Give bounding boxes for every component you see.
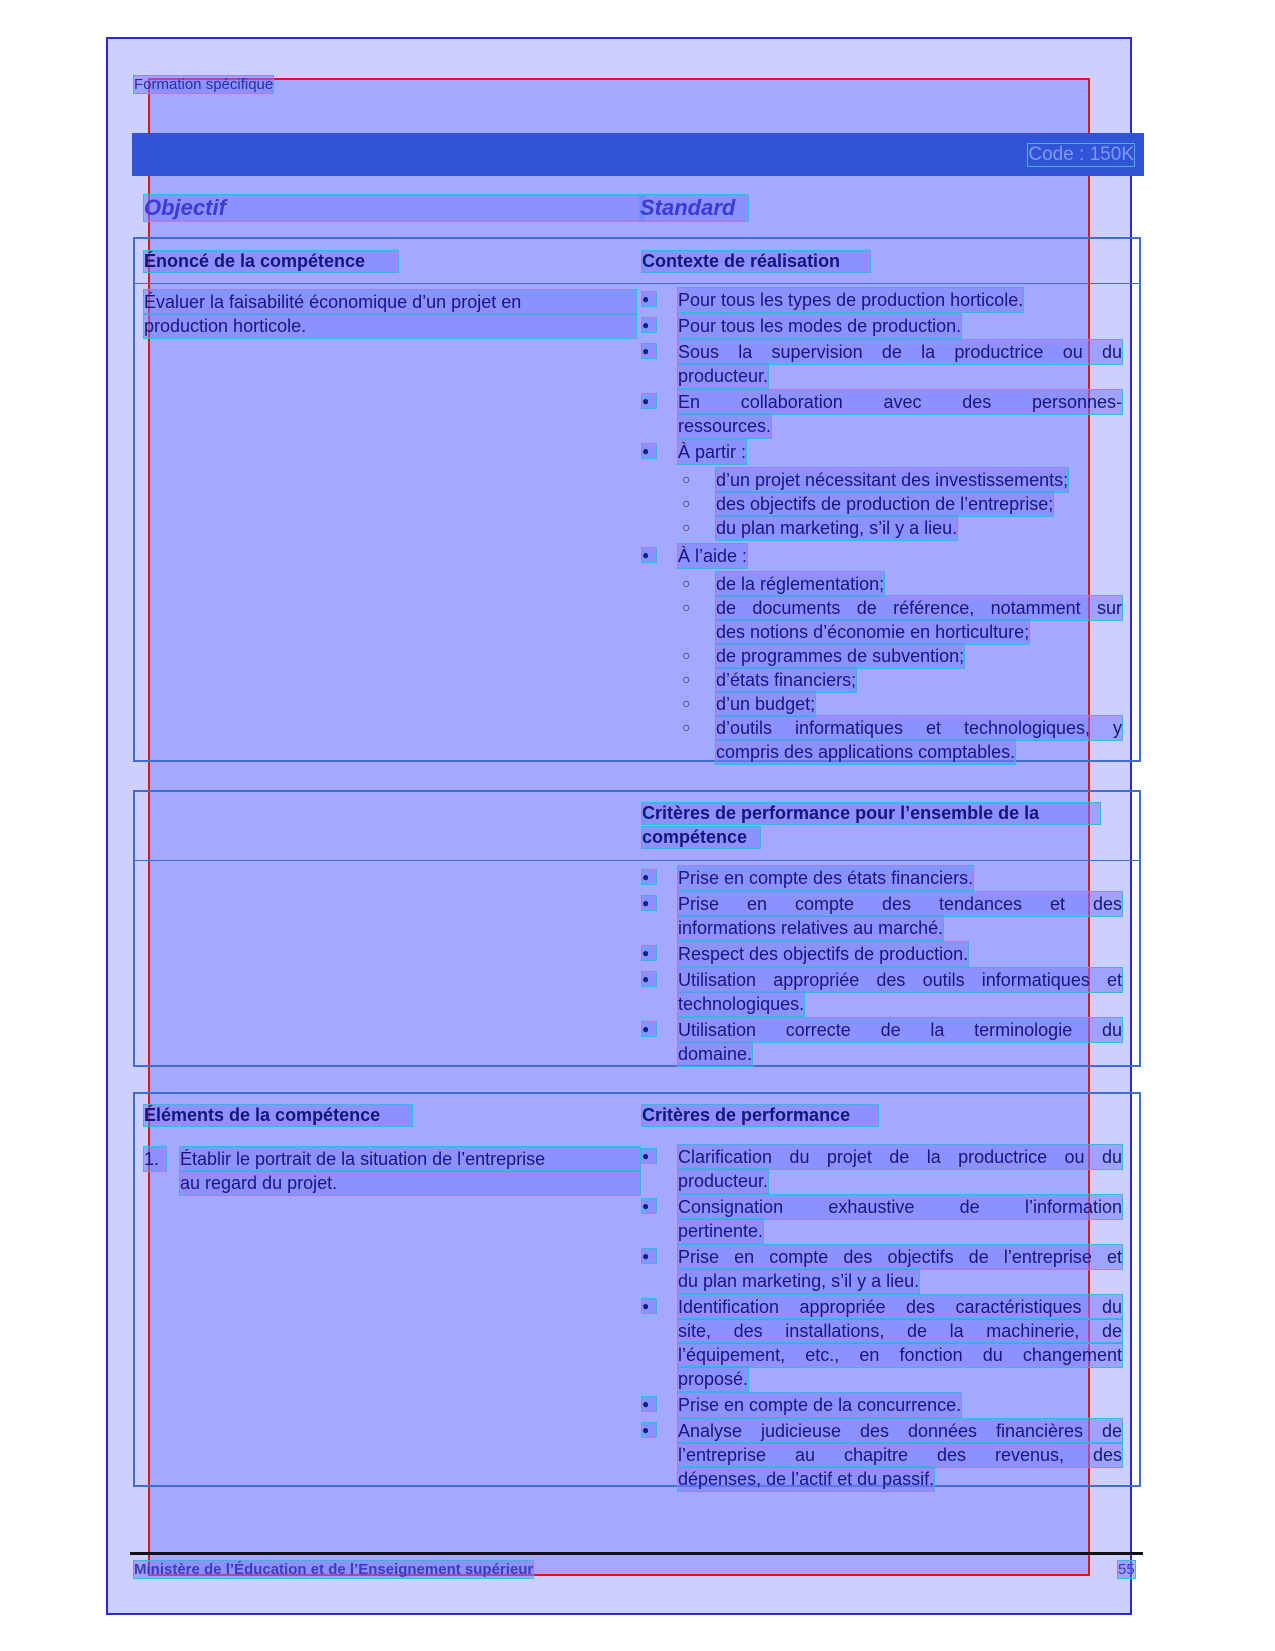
context-subitem: d’outils informatiques et technologiques, y — [716, 718, 1122, 738]
page-number: 55 — [1118, 1561, 1135, 1578]
context-subitem: d’un budget; — [716, 694, 816, 714]
elements-header: Éléments de la compétence — [144, 1105, 412, 1126]
context-subitem: de documents de référence, notamment sur — [716, 598, 1122, 618]
context-item: À partir : — [678, 442, 747, 462]
context-subitem: compris des applications comptables. — [716, 742, 1016, 762]
program-code: Code : 150K — [1028, 144, 1134, 165]
bullet-icon: ● — [642, 946, 656, 960]
performance-criterion: Identification appropriée des caractéristiques du — [678, 1297, 1122, 1317]
bullet-icon: ● — [642, 896, 656, 910]
context-item: Pour tous les modes de production. — [678, 316, 962, 336]
bullet-icon: ● — [642, 972, 656, 986]
performance-criterion: pertinente. — [678, 1221, 764, 1241]
context-subitem: du plan marketing, s’il y a lieu. — [716, 518, 958, 538]
bullet-icon: ● — [642, 394, 656, 408]
bullet-icon: ● — [642, 1199, 656, 1213]
bullet-icon: ● — [642, 1397, 656, 1411]
header-divider — [135, 860, 1139, 861]
sub-bullet-icon: ○ — [682, 719, 691, 735]
sub-bullet-icon: ○ — [682, 695, 691, 711]
context-subitem: d’états financiers; — [716, 670, 857, 690]
overall-criteria-header: Critères de performance pour l’ensemble de la — [642, 803, 1100, 824]
performance-criterion: Prise en compte des objectifs de l’entreprise et — [678, 1247, 1122, 1267]
bullet-icon: ● — [642, 1249, 656, 1263]
performance-criterion: l’équipement, etc., en fonction du changement — [678, 1345, 1122, 1365]
footer-rule — [130, 1552, 1143, 1555]
running-head: Formation spécifique — [134, 76, 274, 93]
performance-criterion: Clarification du projet de la productrice ou du — [678, 1147, 1122, 1167]
context-item: ressources. — [678, 416, 772, 436]
sub-bullet-icon: ○ — [682, 471, 691, 487]
performance-criterion: site, des installations, de la machinerie, de — [678, 1321, 1122, 1341]
sub-bullet-icon: ○ — [682, 599, 691, 615]
context-subitem: des objectifs de production de l’entreprise; — [716, 494, 1054, 514]
sub-bullet-icon: ○ — [682, 495, 691, 511]
footer-ministry: Ministère de l’Éducation et de l’Enseignement supérieur — [134, 1561, 534, 1578]
overall-criteria-header: compétence — [642, 827, 760, 848]
bullet-icon: ● — [642, 344, 656, 358]
overall-criterion: informations relatives au marché. — [678, 918, 944, 938]
standard-heading: Standard — [640, 195, 748, 221]
code-bar — [132, 133, 1144, 176]
bullet-icon: ● — [642, 870, 656, 884]
sub-bullet-icon: ○ — [682, 519, 691, 535]
context-subitem: d’un projet nécessitant des investissements; — [716, 470, 1069, 490]
overall-criterion: technologiques. — [678, 994, 805, 1014]
performance-criterion: proposé. — [678, 1369, 749, 1389]
header-divider — [135, 283, 1139, 284]
performance-criterion: dépenses, de l’actif et du passif. — [678, 1469, 935, 1489]
context-item: producteur. — [678, 366, 769, 386]
context-item: Sous la supervision de la productrice ou du — [678, 342, 1122, 362]
statement-header: Énoncé de la compétence — [144, 251, 398, 272]
context-item: En collaboration avec des personnes- — [678, 392, 1122, 412]
context-header: Contexte de réalisation — [642, 251, 870, 272]
element-number: 1. — [144, 1147, 166, 1171]
bullet-icon: ● — [642, 548, 656, 562]
performance-criterion: l’entreprise au chapitre des revenus, des — [678, 1445, 1122, 1465]
element-line: Établir le portrait de la situation de l’entreprise — [180, 1147, 640, 1171]
context-item: Pour tous les types de production horticole. — [678, 290, 1024, 310]
overall-criterion: Respect des objectifs de production. — [678, 944, 969, 964]
context-subitem: des notions d’économie en horticulture; — [716, 622, 1030, 642]
competency-statement-line: Évaluer la faisabilité économique d’un projet en — [144, 290, 636, 314]
bullet-icon: ● — [642, 1299, 656, 1313]
bullet-icon: ● — [642, 1022, 656, 1036]
overall-criterion: Prise en compte des tendances et des — [678, 894, 1122, 914]
overall-criterion: domaine. — [678, 1044, 753, 1064]
overall-criterion: Prise en compte des états financiers. — [678, 868, 974, 888]
performance-criterion: Prise en compte de la concurrence. — [678, 1395, 962, 1415]
context-subitem: de programmes de subvention; — [716, 646, 965, 666]
sub-bullet-icon: ○ — [682, 671, 691, 687]
overall-criterion: Utilisation appropriée des outils informatiques et — [678, 970, 1122, 990]
sub-bullet-icon: ○ — [682, 575, 691, 591]
overall-criterion: Utilisation correcte de la terminologie du — [678, 1020, 1122, 1040]
objective-heading: Objectif — [144, 195, 644, 221]
performance-criterion: Analyse judicieuse des données financières de — [678, 1421, 1122, 1441]
context-item: À l’aide : — [678, 546, 748, 566]
bullet-icon: ● — [642, 444, 656, 458]
sub-bullet-icon: ○ — [682, 647, 691, 663]
element-line: au regard du projet. — [180, 1171, 640, 1195]
performance-criterion: producteur. — [678, 1171, 769, 1191]
competency-statement-line: production horticole. — [144, 314, 636, 338]
bullet-icon: ● — [642, 1423, 656, 1437]
bullet-icon: ● — [642, 318, 656, 332]
bullet-icon: ● — [642, 1149, 656, 1163]
performance-criterion: Consignation exhaustive de l’information — [678, 1197, 1122, 1217]
context-subitem: de la réglementation; — [716, 574, 885, 594]
performance-criterion: du plan marketing, s’il y a lieu. — [678, 1271, 920, 1291]
criteria-header: Critères de performance — [642, 1105, 878, 1126]
bullet-icon: ● — [642, 292, 656, 306]
